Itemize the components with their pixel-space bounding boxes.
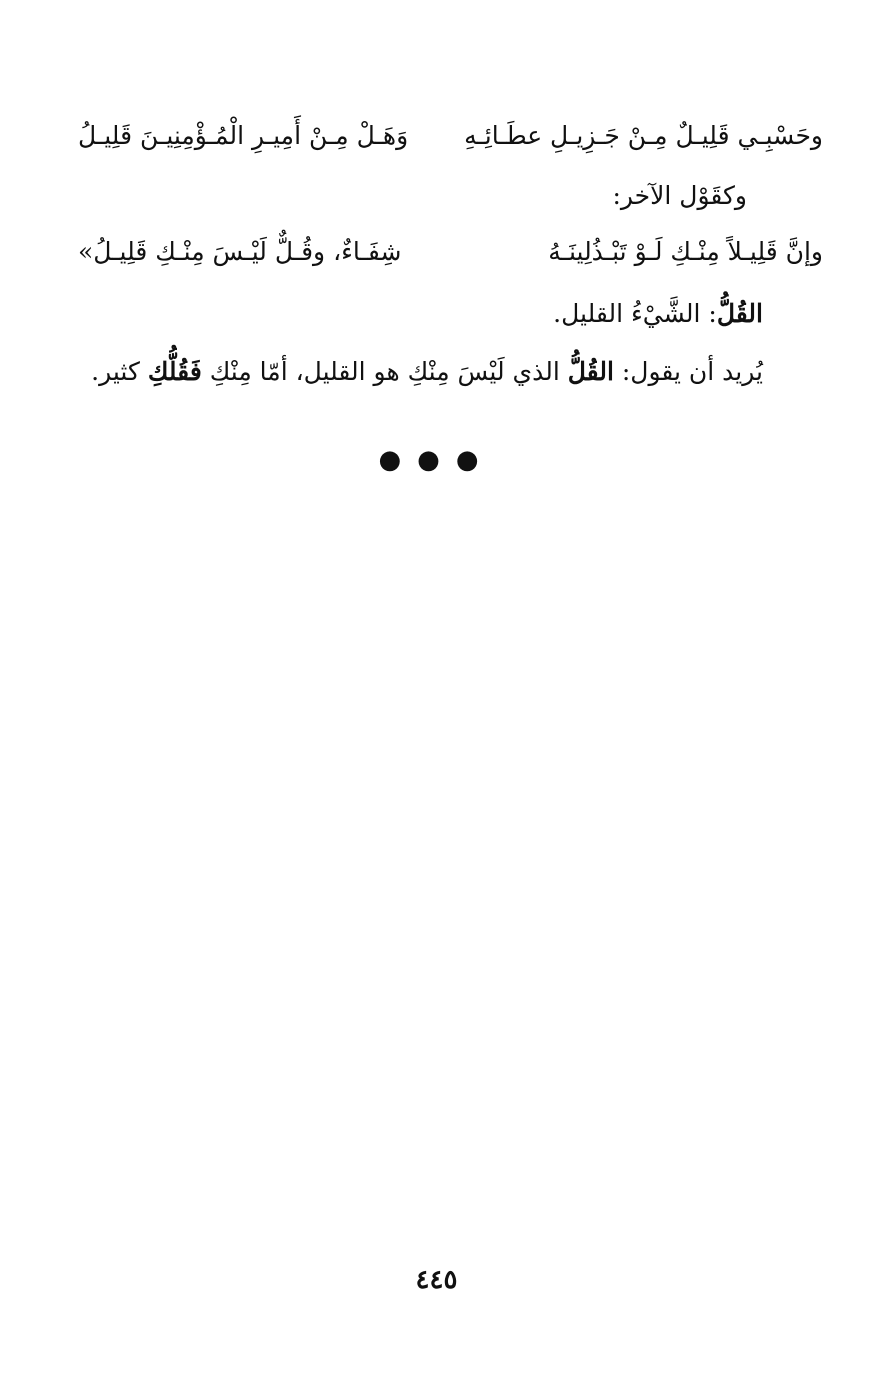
page-number: ٤٤٥ (415, 1265, 458, 1295)
definition-term: القُلُّ (716, 299, 763, 328)
explanation-bold-1: القُلُّ (567, 357, 614, 386)
verse-1-first-hemistich: وحَسْبِـي قَلِيـلٌ مِـنْ جَـزِيـلِ عطَـائِـهِ (464, 121, 823, 150)
section-separator-dots: ●●● (378, 445, 495, 475)
explanation-bold-2: فَقُلُّكِ (147, 357, 202, 386)
intro-line: وكقَوْل الآخر: (612, 181, 747, 210)
verse-1-second-hemistich: وَهَـلْ مِـنْ أَمِيـرِ الْمُـؤْمِنِيـنَ قَلِيـلُ (78, 121, 409, 150)
verse-2-second-hemistich: شِفَـاءٌ، وقُـلٌّ لَيْـسَ مِنْـكِ قَلِيـلُ» (78, 237, 402, 266)
verse-2-first-hemistich: وإنَّ قَلِيـلاً مِنْـكِ لَـوْ تَبْـذُلِينَـهُ (548, 237, 823, 266)
explanation-part-3: كثير. (91, 357, 148, 386)
definition-line (553, 294, 763, 334)
verse-1 (78, 114, 823, 158)
definition-text: : الشَّيْءُ القليل. (553, 299, 717, 328)
explanation-part-1: يُريد أن يقول: (613, 357, 763, 386)
verse-2 (78, 230, 823, 274)
explanation-part-2: الذي لَيْسَ مِنْكِ هو القليل، أمّا مِنْكِ (201, 357, 568, 386)
explanation-line (91, 352, 763, 392)
